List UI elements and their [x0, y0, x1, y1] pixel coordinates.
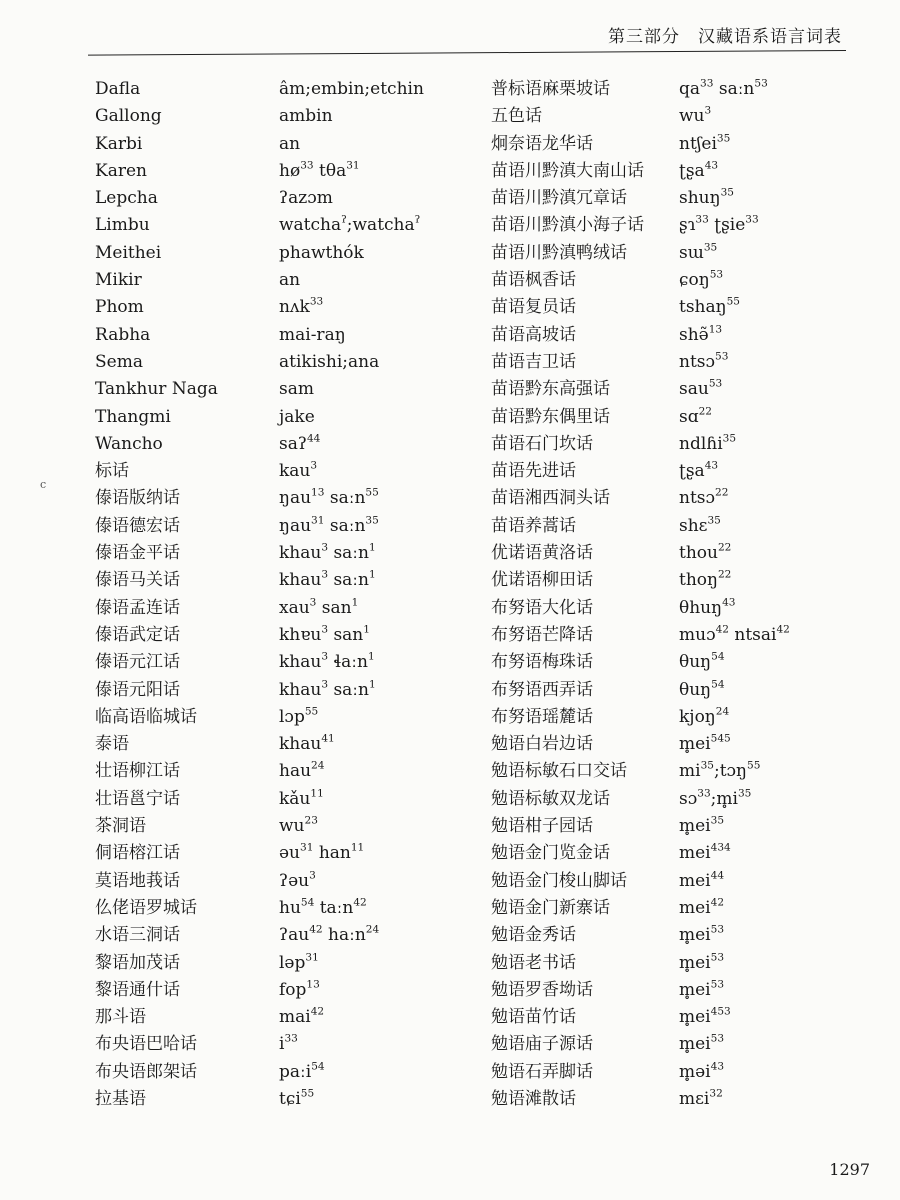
lexicon-row — [95, 922, 455, 949]
word-form: θuŋ$^{54}$ — [679, 650, 725, 673]
word-form: $wu^{23}$ — [279, 814, 318, 837]
word-form: khau$^{41}$ — [279, 732, 335, 755]
language-name: 标话 — [95, 461, 129, 482]
language-name: 布央语郎架话 — [95, 1061, 197, 1082]
word-form: ndlɦi$^{35}$ — [679, 432, 737, 454]
language-name: 苗语川黔滇小海子话 — [491, 215, 644, 236]
lexicon-row — [491, 977, 861, 1004]
lexicon-row — [491, 840, 861, 867]
word-form: tɕi$^{55}$ — [279, 1087, 315, 1109]
language-name: 苗语吉卫话 — [491, 351, 576, 372]
lexicon-row — [95, 212, 455, 239]
lexicon-row — [491, 895, 861, 922]
lexicon-row — [95, 103, 455, 130]
language-name: 优诺语黄洛话 — [491, 543, 593, 564]
lexicon-row — [491, 185, 861, 212]
lexicon-row — [95, 704, 455, 731]
lexicon-row — [491, 758, 861, 785]
lexicon-row — [95, 513, 455, 540]
word-form: jake — [279, 406, 315, 427]
lexicon-row — [491, 649, 861, 676]
language-name: Rabha — [95, 324, 151, 345]
word-form: ŋau$^{31}$ saːn$^{35}$ — [279, 514, 379, 536]
language-name: 黎语通什话 — [95, 979, 180, 1000]
lexicon-row — [95, 540, 455, 567]
language-name: 傣语武定话 — [95, 624, 180, 645]
language-name: 傣语版纳话 — [95, 488, 180, 509]
lexicon-row — [95, 1059, 455, 1086]
word-form: $m̥ei^{453}$ — [679, 1005, 731, 1028]
language-name: 水语三洞话 — [95, 925, 180, 946]
language-name: 仫佬语罗城话 — [95, 897, 197, 918]
lexicon-row — [95, 567, 455, 594]
lexicon-row — [95, 294, 455, 321]
lexicon-row — [491, 813, 861, 840]
word-form: ʔau$^{42}$ haːn$^{24}$ — [279, 923, 380, 946]
word-form: ləp$^{31}$ — [279, 951, 319, 973]
margin-mark: c — [40, 478, 47, 491]
word-form: sɑ$^{22}$ — [679, 405, 713, 427]
language-name: 黎语加茂话 — [95, 952, 180, 973]
language-name: Limbu — [95, 215, 150, 236]
word-form: ŋau$^{13}$ saːn$^{55}$ — [279, 487, 379, 509]
word-form: shɛ$^{35}$ — [679, 514, 721, 536]
language-name: 苗语川黔滇冗章话 — [491, 188, 627, 209]
lexicon-row — [491, 677, 861, 704]
word-form: sam — [279, 379, 314, 400]
word-form: atikishi;ana — [279, 351, 380, 372]
word-form: mai-raŋ — [279, 324, 346, 345]
lexicon-row — [491, 131, 861, 158]
word-form: mei$^{434}$ — [679, 841, 731, 864]
word-form: kau$^3$ — [279, 459, 318, 482]
language-name: Thangmi — [95, 406, 171, 427]
word-form: khau$^3$ saːn$^1$ — [279, 541, 376, 564]
language-name: 壮语邕宁话 — [95, 788, 180, 809]
word-form: kjoŋ$^{24}$ — [679, 705, 730, 727]
language-name: 勉语石弄脚话 — [491, 1061, 593, 1082]
lexicon-row — [95, 950, 455, 977]
header-rule — [88, 50, 846, 56]
word-form: mai$^{42}$ — [279, 1005, 325, 1028]
word-form: $m̥ei^{53}$ — [679, 951, 725, 973]
lexicon-row — [491, 458, 861, 485]
language-name: Meithei — [95, 242, 162, 263]
word-form: âm;embin;etchin — [279, 79, 424, 99]
lexicon-row — [95, 158, 455, 185]
language-name: 勉语金秀话 — [491, 925, 576, 946]
word-form: $hø^{33}$ tθa$^{31}$ — [279, 159, 360, 181]
language-name: 布努语大化话 — [491, 597, 593, 618]
language-name: 苗语黔东高强话 — [491, 379, 610, 400]
language-name: Tankhur Naga — [95, 379, 218, 400]
word-form: $m̥ei^{53}$ — [679, 978, 725, 1000]
language-name: 布央语巴哈话 — [95, 1034, 197, 1055]
language-name: 苗语先进话 — [491, 461, 576, 482]
lexicon-row — [95, 895, 455, 922]
language-name: 那斗语 — [95, 1007, 146, 1028]
language-name: 傣语德宏话 — [95, 515, 180, 536]
language-name: 临高语临城话 — [95, 706, 197, 727]
lexicon-row — [491, 158, 861, 185]
language-name: Dafla — [95, 79, 141, 99]
word-form: khau$^3$ saːn$^1$ — [279, 568, 376, 591]
language-name: Karen — [95, 160, 147, 181]
lexicon-row — [95, 349, 455, 376]
word-form: ntsɔ$^{22}$ — [679, 487, 729, 509]
lexicon-row — [491, 322, 861, 349]
word-form: ʔazɔm — [279, 188, 333, 209]
lexicon-row — [95, 977, 455, 1004]
word-form: muɔ$^{42}$ ntsai$^{42}$ — [679, 623, 790, 645]
word-form: an — [279, 133, 301, 154]
language-name: 布努语芒降话 — [491, 624, 593, 645]
word-form: ɕoŋ$^{53}$ — [679, 268, 724, 291]
word-form: $m̥ei^{545}$ — [679, 732, 731, 755]
language-name: Sema — [95, 351, 143, 372]
language-name: 苗语石门坎话 — [491, 433, 593, 454]
lexicon-row — [95, 404, 455, 431]
lexicon-row — [491, 212, 861, 239]
lexicon-row — [491, 485, 861, 512]
word-form: nʌk$^{33}$ — [279, 296, 324, 318]
word-form: ʔəu$^3$ — [279, 869, 316, 891]
language-name: 优诺语柳田话 — [491, 570, 593, 591]
lexicon-row — [95, 267, 455, 294]
lexicon-row — [491, 595, 861, 622]
word-form: fop$^{13}$ — [279, 978, 320, 1000]
lexicon-row — [491, 513, 861, 540]
word-form: əu$^{31}$ han$^{11}$ — [279, 841, 365, 864]
language-name: Mikir — [95, 270, 142, 291]
language-name: 傣语马关话 — [95, 570, 180, 591]
lexicon-row — [491, 240, 861, 267]
word-form: $mi^{35};tɔŋ^{55}$ — [679, 760, 761, 782]
lexicon-row — [491, 267, 861, 294]
lexicon-row — [95, 376, 455, 403]
word-form: ʈʂa$^{43}$ — [679, 159, 719, 181]
right-column — [491, 76, 861, 1113]
lexicon-row — [95, 813, 455, 840]
lexicon-row — [491, 704, 861, 731]
lexicon-row — [95, 595, 455, 622]
lexicon-row — [95, 1086, 455, 1113]
word-form: mei$^{44}$ — [679, 869, 725, 891]
language-name: Phom — [95, 297, 144, 318]
word-form: xau$^3$ san$^1$ — [279, 596, 359, 618]
word-form: θhuŋ$^{43}$ — [679, 596, 736, 618]
language-name: 傣语孟连话 — [95, 597, 180, 618]
lexicon-row — [95, 758, 455, 785]
lexicon-row — [95, 322, 455, 349]
lexicon-row — [491, 376, 861, 403]
lexicon-row — [95, 131, 455, 158]
lexicon-row — [491, 950, 861, 977]
language-name: 苗语川黔滇大南山话 — [491, 160, 644, 181]
word-form: $m̥ei^{53}$ — [679, 923, 725, 946]
word-form: shə̃$^{13}$ — [679, 323, 723, 345]
language-name: 炯奈语龙华话 — [491, 133, 593, 154]
word-form: saʔ$^{44}$ — [279, 432, 321, 454]
language-name: 苗语川黔滇鸭绒话 — [491, 242, 627, 263]
lexicon-row — [95, 485, 455, 512]
word-form: thou$^{22}$ — [679, 541, 732, 564]
language-name: 苗语高坡话 — [491, 324, 576, 345]
word-form: khau$^3$ saːn$^1$ — [279, 678, 376, 700]
word-form: ntsɔ$^{53}$ — [679, 350, 729, 372]
lexicon-row — [491, 404, 861, 431]
language-name: 勉语金门览金话 — [491, 843, 610, 864]
word-form: ntʃei$^{35}$ — [679, 132, 731, 154]
word-form: mei$^{42}$ — [679, 896, 725, 918]
language-name: 苗语黔东偶里话 — [491, 406, 610, 427]
lexicon-row — [491, 786, 861, 813]
lexicon-row — [95, 677, 455, 704]
language-name: 勉语滩散话 — [491, 1088, 576, 1109]
language-name: 勉语庙子源话 — [491, 1034, 593, 1055]
language-name: 茶洞语 — [95, 816, 146, 837]
lexicon-row — [491, 567, 861, 594]
lexicon-row — [491, 922, 861, 949]
language-name: 勉语金门新寨话 — [491, 897, 610, 918]
word-form: phawthók — [279, 242, 364, 263]
lexicon-row — [491, 868, 861, 895]
word-form: hau$^{24}$ — [279, 760, 325, 782]
lexicon-row — [95, 731, 455, 758]
word-form: lɔp$^{55}$ — [279, 705, 319, 727]
left-column — [95, 76, 455, 1113]
language-name: 傣语元阳话 — [95, 679, 180, 700]
word-form: m̥əi$^{43}$ — [679, 1060, 725, 1082]
language-name: 勉语苗竹话 — [491, 1007, 576, 1028]
language-name: 拉基语 — [95, 1088, 146, 1109]
lexicon-row — [491, 294, 861, 321]
word-form: $m̥ei^{53}$ — [679, 1033, 725, 1055]
language-name: 苗语养蒿话 — [491, 515, 576, 536]
language-name: 五色话 — [491, 106, 542, 127]
language-name: Lepcha — [95, 188, 158, 209]
word-form: $qa^{33}$ saːn$^{53}$ — [679, 77, 768, 99]
word-form: $i^{33}$ — [279, 1033, 298, 1055]
language-name: Gallong — [95, 106, 162, 127]
lexicon-row — [491, 622, 861, 649]
lexicon-row — [491, 76, 861, 103]
language-name: 布努语瑶麓话 — [491, 706, 593, 727]
word-form: an — [279, 270, 301, 291]
word-form: θuŋ$^{54}$ — [679, 678, 725, 700]
language-name: 侗语榕江话 — [95, 843, 180, 864]
lexicon-row — [95, 840, 455, 867]
lexicon-row — [95, 76, 455, 103]
lexicon-row — [95, 185, 455, 212]
word-form: ʂɿ$^{33}$ ʈʂie$^{33}$ — [679, 214, 759, 236]
lexicon-row — [95, 1004, 455, 1031]
word-form: $m̥ei^{35}$ — [679, 814, 725, 837]
lexicon-row — [95, 786, 455, 813]
word-form: $sɔ^{33};m̥i^{35}$ — [679, 787, 752, 809]
language-name: 勉语老书话 — [491, 952, 576, 973]
word-form: paːi$^{54}$ — [279, 1060, 325, 1082]
word-form: khau$^3$ ɬaːn$^1$ — [279, 650, 375, 673]
word-form: sau$^{53}$ — [679, 377, 723, 400]
lexicon-row — [95, 431, 455, 458]
word-form: khɐu$^3$ san$^1$ — [279, 623, 370, 645]
word-form: sɯ$^{35}$ — [679, 241, 718, 263]
language-name: 勉语标敏石口交话 — [491, 761, 627, 782]
lexicon-row — [491, 731, 861, 758]
page-header — [0, 0, 900, 64]
word-form: shuŋ$^{35}$ — [679, 186, 734, 209]
lexicon-row — [95, 622, 455, 649]
language-name: 勉语白岩边话 — [491, 734, 593, 755]
language-name: 苗语复员话 — [491, 297, 576, 318]
word-form: watcha$^ʔ$;watcha$^ʔ$ — [279, 214, 421, 236]
language-name: 莫语地莪话 — [95, 870, 180, 891]
word-form: thoŋ$^{22}$ — [679, 568, 732, 591]
language-name: 傣语金平话 — [95, 543, 180, 564]
lexicon-row — [491, 1004, 861, 1031]
word-form: ʈʂa$^{43}$ — [679, 459, 719, 482]
lexicon-row — [95, 1031, 455, 1058]
lexicon-row — [491, 431, 861, 458]
lexicon-row — [95, 868, 455, 895]
page-number: 1297 — [829, 1160, 870, 1179]
language-name: 勉语柑子园话 — [491, 816, 593, 837]
language-name: 泰语 — [95, 734, 129, 755]
running-header-title: 第三部分 汉藏语系语言词表 — [608, 27, 842, 47]
word-form: $wu^3$ — [679, 104, 712, 127]
language-name: 布努语梅珠话 — [491, 652, 593, 673]
language-name: 苗语枫香话 — [491, 270, 576, 291]
word-form: $hu^{54}$ taːn$^{42}$ — [279, 896, 367, 918]
language-name: 勉语罗香坳话 — [491, 979, 593, 1000]
lexicon-row — [95, 649, 455, 676]
lexicon-row — [95, 458, 455, 485]
language-name: 勉语标敏双龙话 — [491, 788, 610, 809]
word-form: kǎu$^{11}$ — [279, 787, 324, 809]
language-name: 苗语湘西洞头话 — [491, 488, 610, 509]
word-form: tshaŋ$^{55}$ — [679, 296, 740, 318]
lexicon-row — [95, 240, 455, 267]
word-form: ambin — [279, 106, 333, 127]
language-name: 壮语柳江话 — [95, 761, 180, 782]
lexicon-row — [491, 1086, 861, 1113]
lexicon-row — [491, 540, 861, 567]
language-name: Karbi — [95, 133, 143, 154]
lexicon-row — [491, 1031, 861, 1058]
lexicon-row — [491, 1059, 861, 1086]
language-name: 傣语元江话 — [95, 652, 180, 673]
lexicon-row — [491, 103, 861, 130]
language-name: 勉语金门梭山脚话 — [491, 870, 627, 891]
language-name: 普标语麻栗坡话 — [491, 79, 610, 99]
language-name: 布努语西弄话 — [491, 679, 593, 700]
language-name: Wancho — [95, 433, 163, 454]
lexicon-row — [491, 349, 861, 376]
word-form: mɛi$^{32}$ — [679, 1087, 723, 1109]
